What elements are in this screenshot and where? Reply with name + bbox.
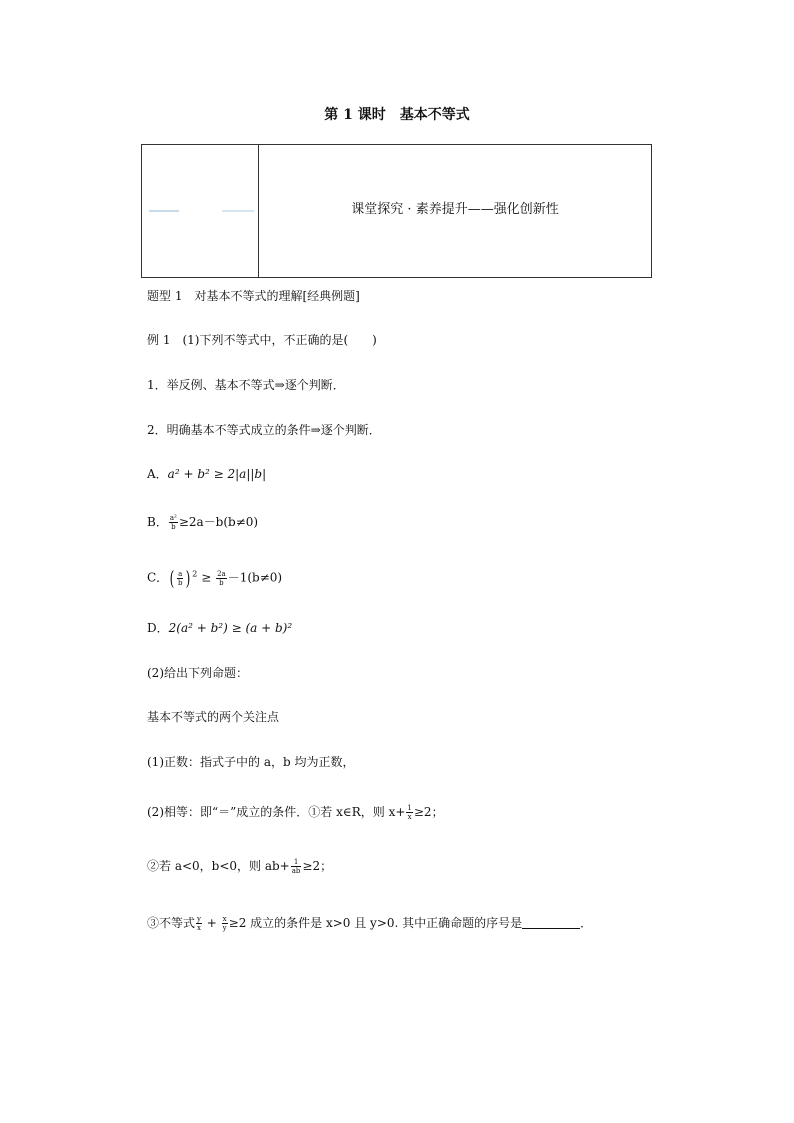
option-b-prefix: B． bbox=[147, 515, 168, 529]
option-c-ge: ≥ bbox=[197, 570, 216, 585]
hint-1: 1．举反例、基本不等式⇒逐个判断． bbox=[147, 378, 345, 392]
option-b bbox=[147, 514, 258, 531]
option-c-paren-fraction bbox=[177, 570, 183, 587]
option-c-paren-denominator: b bbox=[178, 578, 183, 587]
section-banner bbox=[141, 144, 652, 278]
banner-decoration-right bbox=[222, 210, 254, 212]
proposition-3-rest: ≥2 成立的条件是 x>0 且 y>0. 其中正确命题的序号是 bbox=[228, 916, 523, 930]
proposition-2-numerator: 1 bbox=[291, 858, 302, 867]
focus-item-2-numerator: 1 bbox=[407, 804, 412, 812]
option-b-fraction bbox=[169, 514, 178, 531]
part2-label: (2)给出下列命题： bbox=[147, 666, 248, 680]
section-label: 题型 1 对基本不等式的理解[经典例题] bbox=[147, 289, 360, 303]
focus-item-2-text: (2)相等：即“＝”成立的条件．①若 x∈R，则 x+ bbox=[147, 805, 406, 819]
proposition-2 bbox=[147, 858, 332, 875]
option-c-denominator: b bbox=[219, 578, 224, 587]
focus-item-2-rest: ≥2； bbox=[413, 805, 444, 819]
option-d-prefix: D． bbox=[147, 621, 169, 635]
proposition-3-fraction-2 bbox=[222, 915, 228, 932]
option-d-text: 2(a² + b²) ≥ (a + b)² bbox=[168, 621, 293, 635]
proposition-3-fraction-1 bbox=[196, 915, 202, 932]
answer-blank[interactable] bbox=[522, 916, 580, 929]
focus-item-2-fraction bbox=[406, 804, 412, 821]
proposition-2-text: ②若 a<0，b<0，则 ab+ bbox=[147, 859, 290, 873]
proposition-3-denominator-1: x bbox=[197, 924, 201, 932]
option-b-numerator: a² bbox=[169, 514, 177, 522]
proposition-2-fraction bbox=[291, 858, 302, 875]
proposition-3-end: ． bbox=[580, 916, 593, 930]
option-c-paren-numerator: a bbox=[178, 569, 183, 578]
option-a bbox=[147, 466, 266, 482]
banner-decoration-left bbox=[149, 210, 179, 212]
option-c-fraction bbox=[216, 570, 227, 587]
focus-item-2 bbox=[147, 804, 444, 821]
proposition-3-numerator-2: x bbox=[222, 915, 227, 923]
option-b-denominator: b bbox=[171, 523, 176, 531]
option-d bbox=[147, 620, 292, 636]
proposition-2-rest: ≥2； bbox=[302, 859, 333, 873]
option-c-prefix: C． bbox=[147, 570, 169, 585]
proposition-3-plus: + bbox=[202, 916, 221, 930]
proposition-2-denominator: ab bbox=[291, 867, 301, 875]
proposition-3-text: ③不等式 bbox=[147, 916, 196, 930]
option-a-text: a² + b² ≥ 2|a||b| bbox=[167, 467, 267, 481]
focus-title: 基本不等式的两个关注点 bbox=[147, 710, 280, 724]
focus-item-2-denominator: x bbox=[407, 813, 412, 821]
focus-item-1: (1)正数：指式子中的 a，b 均为正数， bbox=[147, 755, 355, 769]
option-a-prefix: A． bbox=[147, 467, 168, 481]
option-c-exponent: 2 bbox=[192, 569, 198, 579]
option-b-rest: ≥2a－b(b≠0) bbox=[178, 515, 259, 529]
proposition-3 bbox=[147, 915, 592, 932]
proposition-3-numerator-1: y bbox=[197, 915, 201, 923]
option-c: C．( $\frac{a}{b}$ ) $^2$ ≥ $\frac{2a}{b}$ －1(b≠0) bbox=[147, 566, 283, 590]
example-label: 例 1 (1)下列不等式中，不正确的是( ) bbox=[147, 333, 377, 347]
proposition-3-denominator-2: y bbox=[222, 924, 227, 932]
banner-heading: 课堂探究 · 素养提升——强化创新性 bbox=[351, 202, 559, 217]
hint-2: 2．明确基本不等式成立的条件⇒逐个判断． bbox=[147, 423, 381, 437]
option-c-numerator: 2a bbox=[217, 569, 226, 578]
page-title: 第 1 课时 基本不等式 bbox=[324, 107, 470, 123]
option-c-rest: －1(b≠0) bbox=[227, 570, 283, 585]
